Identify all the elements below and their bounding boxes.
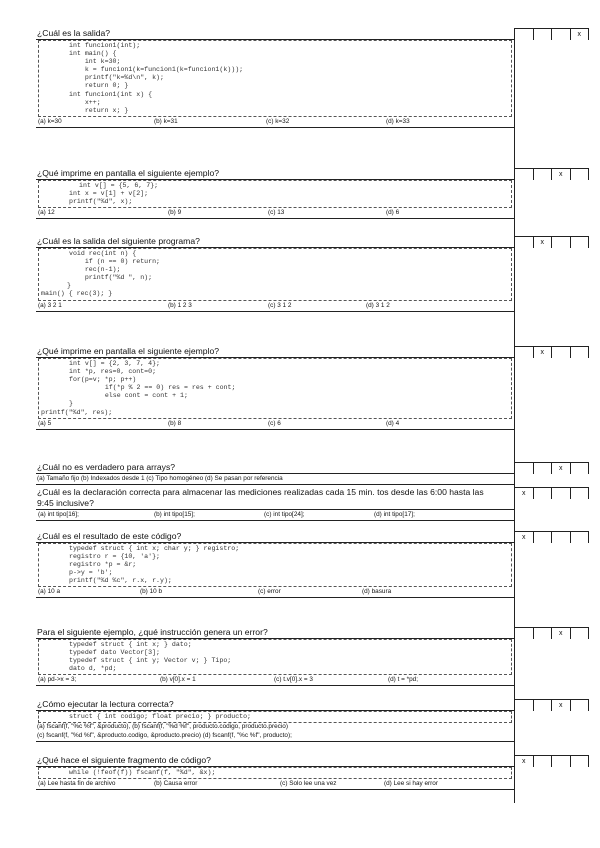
option-b[interactable]: (b) v[0].x = 1	[160, 676, 196, 684]
question-6-title: ¿Cuál es la declaración correcta para almacenar las mediciones realizadas cada 15 min. tos desde las 6:00 hasta las 9:45 inclusive?	[36, 487, 514, 510]
answer-cell-b[interactable]	[533, 29, 552, 40]
code-line: x++;	[69, 98, 101, 106]
question-7-options	[36, 587, 514, 598]
question-5-title: ¿Cuál no es verdadero para arrays?	[36, 462, 514, 474]
answer-cell-c[interactable]	[551, 532, 570, 543]
answer-column-divider	[514, 28, 515, 803]
question-2	[36, 168, 514, 219]
question-3-options	[36, 301, 514, 312]
option-a[interactable]: (a) int tipo[16];	[38, 511, 79, 518]
answer-cell-c[interactable]	[551, 29, 570, 40]
code-line: typedef struct { int y; Vector v; } Tipo;	[69, 657, 232, 665]
answer-grid-4	[514, 346, 589, 356]
question-3	[36, 236, 514, 312]
answer-grid-8	[514, 627, 589, 637]
code-line: for(p=v; *p; p++)	[69, 376, 137, 384]
code-line: registro *p = &r;	[69, 561, 137, 569]
option-b[interactable]: (b) int tipo[15];	[154, 511, 195, 518]
code-line: }	[67, 282, 71, 290]
answer-grid-6	[514, 487, 589, 497]
option-c[interactable]: (c) int tipo[24];	[264, 511, 305, 518]
code-line: int k=30;	[69, 58, 121, 66]
question-2-code	[38, 180, 512, 208]
option-a[interactable]: (a) 3 2 1	[38, 301, 62, 309]
question-6	[36, 487, 514, 521]
option-d[interactable]: (d) int tipo[17];	[374, 511, 415, 518]
option-c[interactable]: (c) error	[258, 588, 281, 596]
question-7-title: ¿Cuál es el resultado de este código?	[36, 531, 514, 543]
answer-cell-c[interactable]: x	[551, 463, 570, 474]
code-line: printf("%d %c", r.x, r.y);	[69, 577, 172, 585]
question-10-title: ¿Qué hace el siguiente fragmento de código?	[36, 755, 514, 767]
answer-cell-b[interactable]	[533, 532, 552, 543]
option-c[interactable]: (c) t.v[0].x = 3	[274, 676, 313, 684]
code-line: if (n == 0) return;	[69, 258, 161, 266]
code-line: typedef struct { int x; char y; } registro;	[69, 545, 240, 552]
answer-grid-1	[514, 28, 589, 38]
answer-cell-a[interactable]	[514, 628, 533, 639]
option-d[interactable]: (d) Lee si hay error	[384, 780, 438, 788]
question-6-options	[36, 510, 514, 521]
question-2-title: ¿Qué imprime en pantalla el siguiente ejemplo?	[36, 168, 514, 180]
answer-cell-d[interactable]	[570, 700, 590, 711]
question-8	[36, 627, 514, 686]
answer-cell-d[interactable]	[570, 488, 590, 499]
option-d[interactable]: (d) k=33	[386, 117, 410, 125]
code-line: printf("%d", x);	[69, 198, 133, 206]
answer-cell-b[interactable]	[533, 169, 552, 180]
answer-cell-c[interactable]: x	[551, 169, 570, 180]
code-line: return 0; }	[69, 82, 129, 90]
code-line: registro r = {10, 'a'};	[69, 553, 161, 561]
answer-cell-b[interactable]: x	[533, 237, 552, 248]
question-10	[36, 755, 514, 790]
code-line: int funcion1(int x) {	[69, 90, 153, 98]
option-c[interactable]: (c) 13	[268, 209, 285, 217]
answer-cell-d[interactable]: x	[570, 29, 590, 40]
option-a[interactable]: (a) Lee hasta fin de archivo	[38, 780, 116, 788]
option-d[interactable]: (d) t = *pd;	[388, 676, 419, 684]
answer-cell-b[interactable]	[533, 463, 552, 474]
option-d[interactable]: (d) 4	[386, 419, 400, 427]
code-line: }	[69, 400, 73, 408]
code-line: int funcion1(int);	[69, 42, 141, 49]
answer-cell-a[interactable]	[514, 463, 533, 474]
option-b[interactable]: (b) 10 b	[140, 588, 163, 596]
answer-cell-a[interactable]	[514, 347, 533, 358]
question-3-title: ¿Cuál es la salida del siguiente programa?	[36, 236, 514, 248]
answer-cell-d[interactable]	[570, 532, 590, 543]
code-line: k = funcion1(k=funcion1(k=funcion1(k)));	[69, 66, 244, 74]
answer-cell-c[interactable]	[551, 488, 570, 499]
answer-cell-a[interactable]: x	[514, 756, 533, 767]
option-d[interactable]: (d) 6	[386, 209, 400, 217]
question-1-code	[38, 40, 512, 117]
options-line-1[interactable]: (a) fscanf(f, "%c %f", &producto), (b) fscanf(f, "%d %f", producto.codigo, producto.precio)	[37, 723, 288, 731]
option-c[interactable]: (c) k=32	[266, 117, 290, 125]
answer-grid-5	[514, 462, 589, 472]
code-line: rec(n-1);	[69, 266, 121, 274]
code-line: int v[] = {5, 6, 7};	[79, 182, 159, 189]
answer-cell-d[interactable]	[570, 756, 590, 767]
code-line: int main() {	[69, 50, 117, 58]
code-line: p->y = 'b';	[69, 569, 113, 577]
option-a[interactable]: (a) 12	[38, 209, 55, 217]
question-4-code	[38, 358, 512, 419]
option-a[interactable]: (a) k=30	[38, 117, 62, 125]
code-line: int v[] = {2, 3, 7, 4};	[69, 360, 161, 367]
code-line: printf("%d", res);	[41, 408, 113, 416]
answer-cell-c[interactable]: x	[551, 628, 570, 639]
option-a[interactable]: (a) 5	[38, 419, 52, 427]
answer-grid-7	[514, 531, 589, 541]
question-1-options	[36, 117, 514, 128]
question-8-options	[36, 675, 514, 686]
answer-cell-b[interactable]	[533, 628, 552, 639]
code-line: int *p, res=0, cont=0;	[69, 368, 157, 376]
code-line: void rec(int n) {	[69, 250, 137, 257]
answer-cell-b[interactable]: x	[533, 347, 552, 358]
question-9-code	[38, 711, 512, 723]
question-5-options[interactable]: (a) Tamaño fijo (b) Indexados desde 1 (c) Tipo homogéneo (d) Se pasan por referencia	[36, 474, 514, 485]
option-b[interactable]: (b) 8	[168, 419, 182, 427]
question-9-title: ¿Cómo ejecutar la lectura correcta?	[36, 699, 514, 711]
answer-cell-c[interactable]	[551, 237, 570, 248]
answer-cell-a[interactable]: x	[514, 488, 533, 499]
question-7	[36, 531, 514, 598]
code-line: struct { int codigo; float precio; } producto;	[69, 713, 252, 720]
option-d[interactable]: (d) 3 1 2	[366, 301, 390, 309]
question-4-options	[36, 419, 514, 430]
option-b[interactable]: (b) Causa error	[154, 780, 198, 788]
code-line: main() { rec(3); }	[41, 290, 113, 298]
option-c[interactable]: (c) 3 1 2	[268, 301, 292, 309]
option-b[interactable]: (b) k=31	[154, 117, 178, 125]
question-7-code	[38, 543, 512, 587]
answer-cell-a[interactable]	[514, 169, 533, 180]
question-3-code	[38, 248, 512, 301]
question-4-title: ¿Qué imprime en pantalla el siguiente ejemplo?	[36, 346, 514, 358]
question-9	[36, 699, 514, 742]
option-b[interactable]: (b) 9	[168, 209, 182, 217]
option-c[interactable]: (c) 6	[268, 419, 281, 427]
option-b[interactable]: (b) 1 2 3	[168, 301, 192, 309]
answer-cell-a[interactable]	[514, 700, 533, 711]
options-line-2[interactable]: (c) fscanf(f, "%d %f", &producto.codigo, &producto.precio) (d) fscanf(f, "%c %f", producto);	[37, 731, 292, 739]
answer-cell-c[interactable]: x	[551, 700, 570, 711]
answer-cell-d[interactable]	[570, 237, 590, 248]
question-10-options	[36, 779, 514, 790]
option-a[interactable]: (a) pd->x = 3;	[38, 676, 77, 684]
code-line: return x; }	[69, 106, 129, 114]
answer-cell-a[interactable]: x	[514, 532, 533, 543]
question-1	[36, 28, 514, 128]
question-8-code	[38, 639, 512, 675]
code-line: while (!feof(f)) fscanf(f, "%d", &x);	[69, 769, 216, 776]
question-10-code	[38, 767, 512, 779]
answer-grid-3	[514, 236, 589, 246]
answer-grid-10	[514, 755, 589, 765]
code-line: else cont = cont + 1;	[89, 392, 188, 400]
answer-cell-c[interactable]	[551, 347, 570, 358]
answer-cell-d[interactable]	[570, 463, 590, 474]
option-a[interactable]: (a) 10 a	[38, 588, 61, 596]
code-line: printf("%d ", n);	[69, 274, 153, 282]
answer-grid-9	[514, 699, 589, 709]
option-c[interactable]: (c) Solo lee una vez	[280, 780, 337, 788]
code-line: int x = v[1] + v[2];	[69, 190, 149, 198]
code-line: typedef dato Vector[3];	[69, 649, 161, 657]
answer-cell-b[interactable]	[533, 700, 552, 711]
question-1-title: ¿Cuál es la salida?	[36, 28, 514, 40]
code-line: printf("k=%d\n", k);	[69, 74, 164, 82]
answer-cell-a[interactable]	[514, 237, 533, 248]
answer-cell-b[interactable]	[533, 756, 552, 767]
answer-cell-d[interactable]	[570, 628, 590, 639]
question-2-options	[36, 208, 514, 219]
answer-cell-a[interactable]	[514, 29, 533, 40]
code-line: if(*p % 2 == 0) res = res + cont;	[89, 384, 236, 392]
option-d[interactable]: (d) basura	[362, 588, 392, 596]
answer-cell-b[interactable]	[533, 488, 552, 499]
question-8-title: Para el siguiente ejemplo, ¿qué instrucción genera un error?	[36, 627, 514, 639]
code-line: dato d, *pd;	[69, 665, 117, 673]
question-5	[36, 462, 514, 485]
answer-cell-d[interactable]	[570, 347, 590, 358]
answer-cell-d[interactable]	[570, 169, 590, 180]
question-4	[36, 346, 514, 430]
answer-cell-c[interactable]	[551, 756, 570, 767]
question-9-options	[36, 723, 514, 742]
answer-grid-2	[514, 168, 589, 178]
code-line: typedef struct { int x; } dato;	[69, 641, 192, 648]
